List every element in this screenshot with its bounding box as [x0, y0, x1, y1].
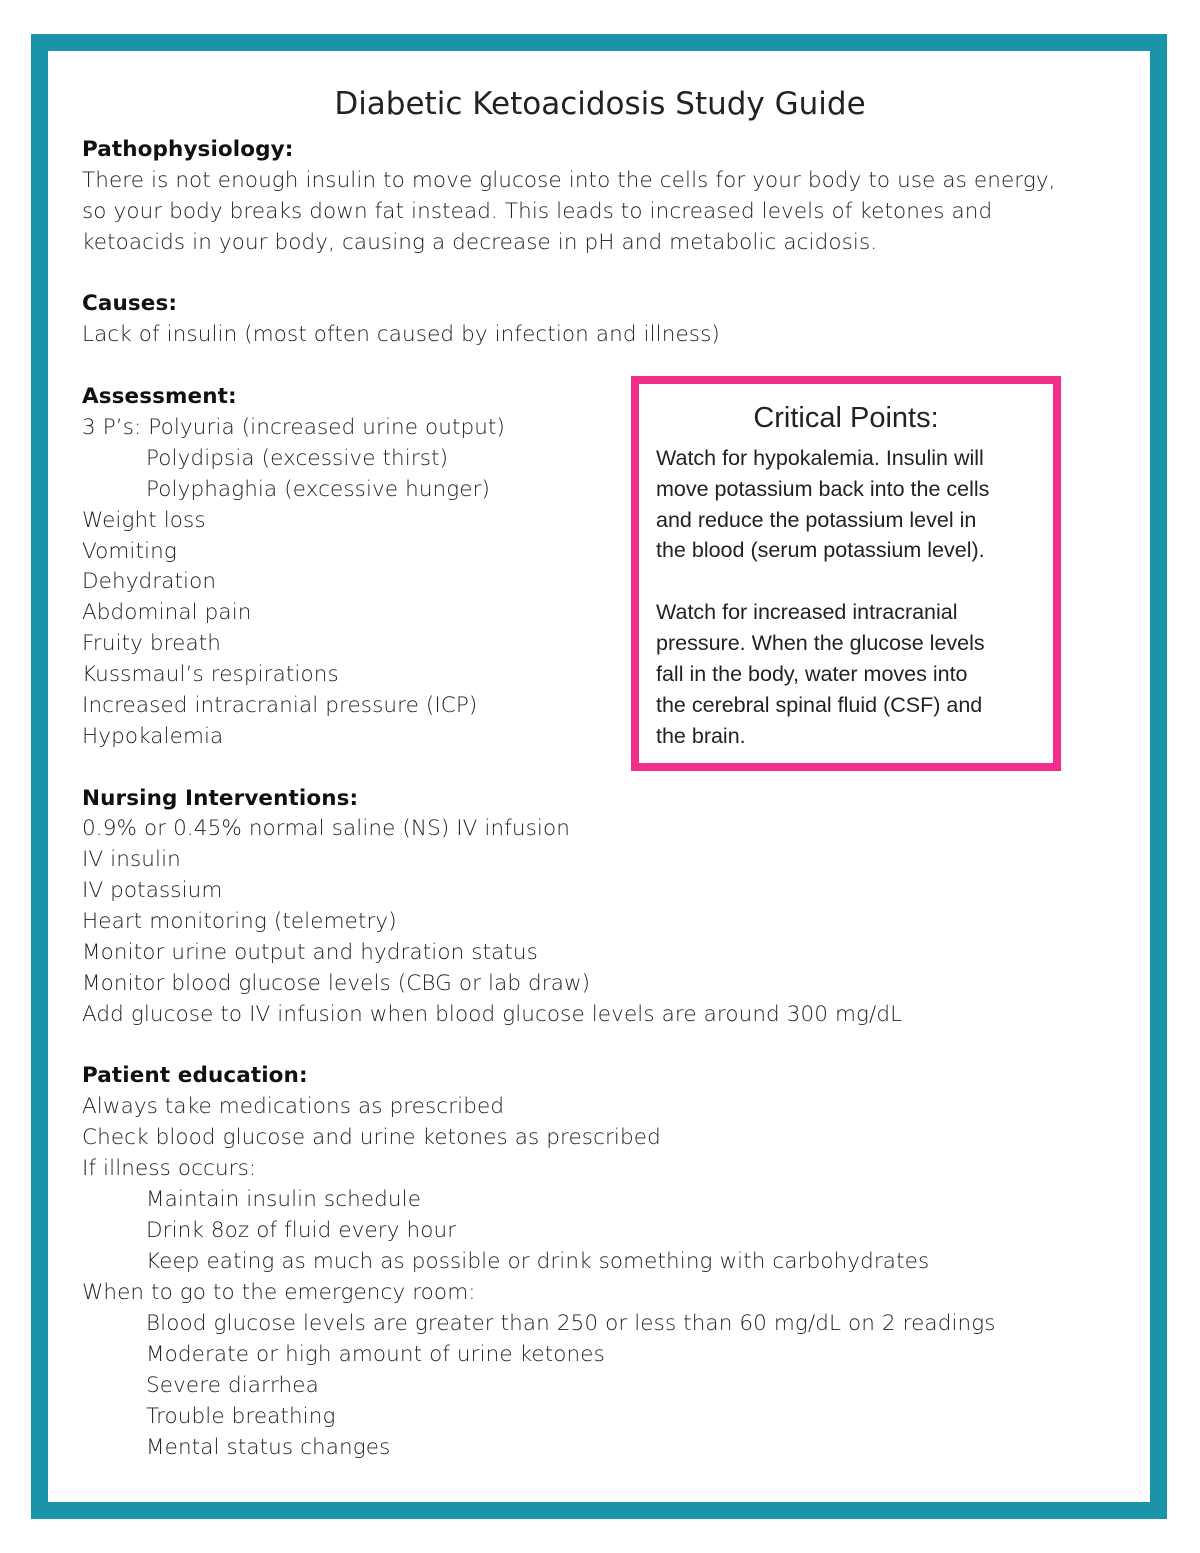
page-title: Diabetic Ketoacidosis Study Guide: [334, 86, 866, 122]
education-item: Check blood glucose and urine ketones as prescribed: [82, 1125, 661, 1150]
assessment-item: Dehydration: [82, 569, 217, 594]
causes-heading: Causes:: [82, 291, 178, 316]
education-item: Maintain insulin schedule: [146, 1187, 422, 1212]
critical-points-title: Critical Points:: [753, 402, 939, 434]
interventions-heading: Nursing Interventions:: [82, 786, 359, 811]
intervention-item: Monitor blood glucose levels (CBG or lab draw): [82, 971, 591, 996]
intervention-item: Monitor urine output and hydration status: [82, 940, 538, 965]
education-item: Moderate or high amount of urine ketones: [146, 1342, 605, 1367]
critical-point-line: Watch for hypokalemia. Insulin will: [656, 446, 984, 470]
assessment-item: Vomiting: [82, 539, 177, 564]
assessment-item: Polyphaghia (excessive hunger): [146, 477, 491, 502]
assessment-item: Increased intracranial pressure (ICP): [82, 693, 478, 718]
assessment-item: Kussmaul’s respirations: [82, 662, 339, 687]
assessment-item: Abdominal pain: [82, 600, 252, 625]
critical-point-line: the brain.: [656, 724, 746, 748]
intervention-item: 0.9% or 0.45% normal saline (NS) IV infusion: [82, 816, 570, 841]
assessment-item: 3 P’s: Polyuria (increased urine output): [82, 415, 506, 440]
assessment-heading: Assessment:: [82, 384, 237, 409]
education-item: Severe diarrhea: [146, 1373, 319, 1398]
pathophysiology-line: so your body breaks down fat instead. This leads to increased levels of ketones and: [82, 199, 993, 224]
assessment-item: Weight loss: [82, 508, 206, 533]
critical-point-line: pressure. When the glucose levels: [656, 631, 985, 655]
intervention-item: IV insulin: [82, 847, 181, 872]
critical-point-line: the cerebral spinal fluid (CSF) and: [656, 693, 983, 717]
intervention-item: IV potassium: [82, 878, 223, 903]
intervention-item: Heart monitoring (telemetry): [82, 909, 397, 934]
intervention-item: Add glucose to IV infusion when blood glucose levels are around 300 mg/dL: [82, 1002, 903, 1027]
critical-point-line: move potassium back into the cells: [656, 477, 990, 501]
pathophysiology-line: ketoacids in your body, causing a decrease in pH and metabolic acidosis.: [82, 230, 878, 255]
assessment-item: Polydipsia (excessive thirst): [146, 446, 449, 471]
critical-point-line: Watch for increased intracranial: [656, 600, 958, 624]
critical-point-line: fall in the body, water moves into: [656, 662, 968, 686]
education-item: When to go to the emergency room:: [82, 1280, 476, 1305]
education-heading: Patient education:: [82, 1063, 308, 1088]
critical-point-line: and reduce the potassium level in: [656, 508, 977, 532]
pathophysiology-line: There is not enough insulin to move glucose into the cells for your body to use as energy,: [82, 168, 1056, 193]
education-item: Trouble breathing: [146, 1404, 336, 1429]
assessment-item: Hypokalemia: [82, 724, 224, 749]
education-item: If illness occurs:: [82, 1156, 257, 1181]
education-item: Always take medications as prescribed: [82, 1094, 505, 1119]
education-item: Keep eating as much as possible or drink something with carbohydrates: [146, 1249, 930, 1274]
assessment-item: Fruity breath: [82, 631, 222, 656]
causes-line: Lack of insulin (most often caused by infection and illness): [82, 322, 720, 347]
critical-point-line: the blood (serum potassium level).: [656, 538, 985, 562]
education-item: Mental status changes: [146, 1435, 391, 1460]
pathophysiology-heading: Pathophysiology:: [82, 137, 294, 162]
education-item: Blood glucose levels are greater than 250 or less than 60 mg/dL on 2 readings: [146, 1311, 996, 1336]
critical-points-box: [631, 376, 1061, 771]
education-item: Drink 8oz of fluid every hour: [146, 1218, 457, 1243]
